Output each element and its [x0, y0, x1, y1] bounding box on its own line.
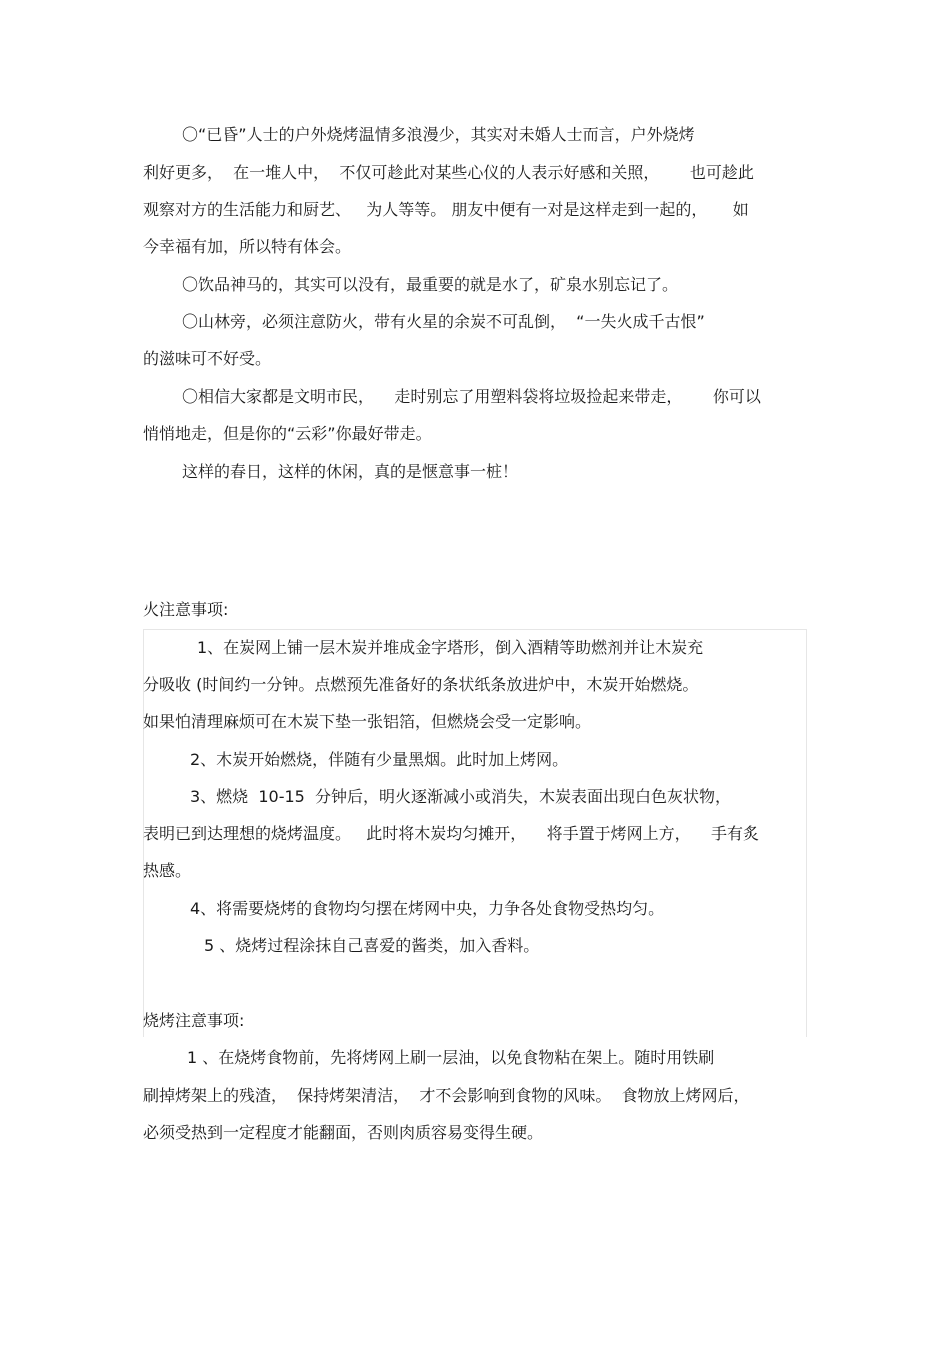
intro-line-8: 〇相信大家都是文明市民， 走时别忘了用塑料袋将垃圾捡起来带走， 你可以 [182, 387, 761, 406]
intro-line-3: 观察对方的生活能力和厨艺、 为人等等。 朋友中便有一对是这样走到一起的， 如 [143, 200, 749, 219]
bbq-line-3: 必须受热到一定程度才能翻面，否则肉质容易变得生硬。 [143, 1123, 544, 1142]
fire-line-6: 表明已到达理想的烧烤温度。 此时将木炭均匀摊开， 将手置于烤网上方， 手有炙 [143, 824, 759, 843]
bbq-line-1: 1 、在烧烤食物前，先将烤网上刷一层油，以免食物粘在架上。随时用铁刷 [187, 1048, 715, 1067]
fire-line-9: 5 、烧烤过程涂抹自己喜爱的酱类，加入香料。 [204, 936, 540, 955]
fire-line-3: 如果怕清理麻烦可在木炭下垫一张铝箔，但燃烧会受一定影响。 [143, 712, 592, 731]
intro-line-1: 〇“已昏”人士的户外烧烤温情多浪漫少，其实对未婚人士而言，户外烧烤 [182, 125, 695, 144]
fire-line-2: 分吸收 (时间约一分钟。点燃预先准备好的条状纸条放进炉中，木炭开始燃烧。 [143, 675, 699, 694]
fire-section-title: 火注意事项: [143, 600, 229, 619]
intro-line-5: 〇饮品神马的，其实可以没有，最重要的就是水了，矿泉水别忘记了。 [182, 275, 679, 294]
fire-line-8: 4、将需要烧烤的食物均匀摆在烤网中央，力争各处食物受热均匀。 [190, 899, 665, 918]
bbq-line-2: 刷掉烤架上的残渣， 保持烤架清洁， 才不会影响到食物的风味。 食物放上烤网后， [143, 1086, 750, 1105]
fire-line-5: 3、燃烧 10-15 分钟后，明火逐渐减小或消失，木炭表面出现白色灰状物， [190, 787, 732, 806]
fire-line-1: 1、在炭网上铺一层木炭并堆成金字塔形，倒入酒精等助燃剂并让木炭充 [197, 638, 704, 657]
fire-line-7: 热感。 [143, 861, 192, 880]
intro-line-9: 悄悄地走，但是你的“云彩”你最好带走。 [143, 424, 432, 443]
bbq-section-title: 烧烤注意事项: [143, 1011, 245, 1030]
intro-line-7: 的滋味可不好受。 [143, 349, 272, 368]
intro-line-4: 今幸福有加，所以特有体会。 [143, 237, 352, 256]
fire-line-4: 2、木炭开始燃烧，伴随有少量黑烟。此时加上烤网。 [190, 750, 569, 769]
intro-line-6: 〇山林旁，必须注意防火，带有火星的余炭不可乱倒， “一失火成千古恨” [182, 312, 705, 331]
intro-line-10: 这样的春日，这样的休闲，真的是惬意事一桩！ [182, 462, 519, 481]
intro-line-2: 利好更多， 在一堆人中， 不仅可趁此对某些心仪的人表示好感和关照， 也可趁此 [143, 163, 754, 182]
